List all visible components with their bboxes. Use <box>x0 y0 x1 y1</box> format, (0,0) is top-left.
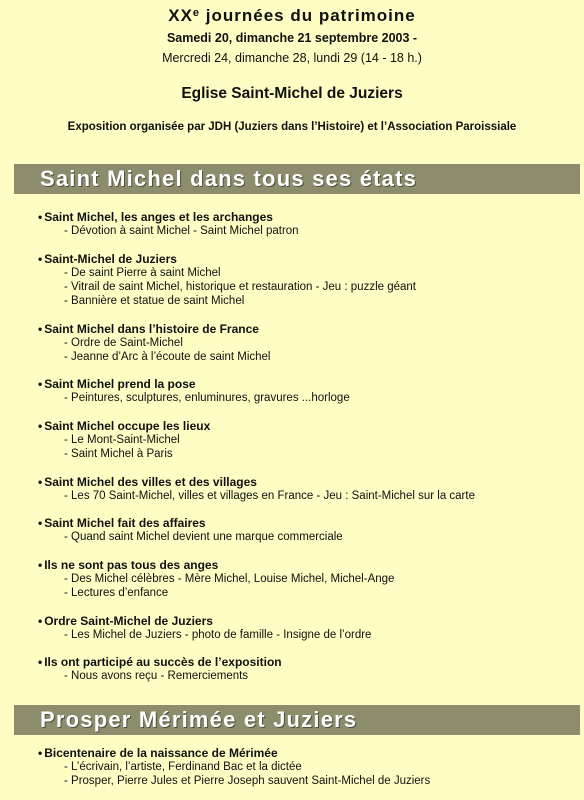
list-item: - Lectures d’enfance <box>64 587 169 599</box>
list-item: - Prosper, Pierre Jules et Pierre Joseph sauvent Saint-Michel de Juziers <box>64 775 431 787</box>
list-item: - Le Mont-Saint-Michel <box>64 434 180 446</box>
list-item: - Les Michel de Juziers - photo de famille - Insigne de l’ordre <box>64 629 372 641</box>
section-villes <box>38 475 578 503</box>
list-item: - Jeanne d’Arc à l’écoute de saint Michel <box>64 351 271 363</box>
section-title: • Saint Michel occupe les lieux <box>38 419 211 433</box>
list-item: - Saint Michel à Paris <box>64 448 173 460</box>
section-title: • Saint Michel fait des affaires <box>38 516 206 530</box>
section-title: • Saint-Michel de Juziers <box>38 252 177 266</box>
section-ordre <box>38 614 578 642</box>
list-item: - L’écrivain, l’artiste, Ferdinand Bac et la dictée <box>64 761 302 773</box>
dates-line-1: Samedi 20, dimanche 21 septembre 2003 - <box>166 31 418 45</box>
section-bicentenaire <box>38 746 578 788</box>
section-title: • Ils ont participé au succès de l’exposition <box>38 655 282 669</box>
section-anges <box>38 210 578 238</box>
list-item: - Des Michel célèbres - Mère Michel, Louise Michel, Michel-Ange <box>64 573 395 585</box>
section-title: • Ils ne sont pas tous des anges <box>38 558 219 572</box>
list-item: - Nous avons reçu - Remerciements <box>64 670 249 682</box>
list-item: - Quand saint Michel devient une marque commerciale <box>64 531 343 543</box>
banner-saint-michel: Saint Michel dans tous ses états <box>14 164 580 194</box>
banner-merimee: Prosper Mérimée et Juziers <box>14 705 580 735</box>
section-histoire <box>38 322 578 364</box>
section-title: • Saint Michel dans l’histoire de France <box>38 322 259 336</box>
church-heading: Eglise Saint-Michel de Juziers <box>181 85 403 102</box>
section-title: • Saint Michel, les anges et les archanges <box>38 210 273 224</box>
list-item: - Vitrail de saint Michel, historique et restauration - Jeu : puzzle géant <box>64 281 416 293</box>
section-juziers <box>38 252 578 308</box>
list-item: - Les 70 Saint-Michel, villes et villages en France - Jeu : Saint-Michel sur la carte <box>64 490 475 502</box>
list-item: - Dévotion à saint Michel - Saint Michel patron <box>64 225 299 237</box>
section-title: • Saint Michel prend la pose <box>38 377 196 391</box>
section-title: • Saint Michel des villes et des villages <box>38 475 257 489</box>
organizers-line: Exposition organisée par JDH (Juziers dans l’Histoire) et l’Association Paroissiale <box>67 121 517 133</box>
dates-line-2: Mercredi 24, dimanche 28, lundi 29 (14 - 18 h.) <box>162 51 422 65</box>
section-affaires <box>38 516 578 544</box>
list-item: - Bannière et statue de saint Michel <box>64 295 245 307</box>
list-item: - Ordre de Saint-Michel <box>64 337 183 349</box>
section-pose <box>38 377 578 405</box>
list-item: - Peintures, sculptures, enluminures, gravures ...horloge <box>64 392 350 404</box>
section-participants <box>38 655 578 683</box>
section-pas-des-anges <box>38 558 578 600</box>
section-title: • Bicentenaire de la naissance de Mérimée <box>38 746 278 760</box>
section-title: • Ordre Saint-Michel de Juziers <box>38 614 213 628</box>
page-title: XXe journées du patrimoine <box>168 6 416 25</box>
list-item: - De saint Pierre à saint Michel <box>64 267 221 279</box>
section-lieux <box>38 419 578 461</box>
